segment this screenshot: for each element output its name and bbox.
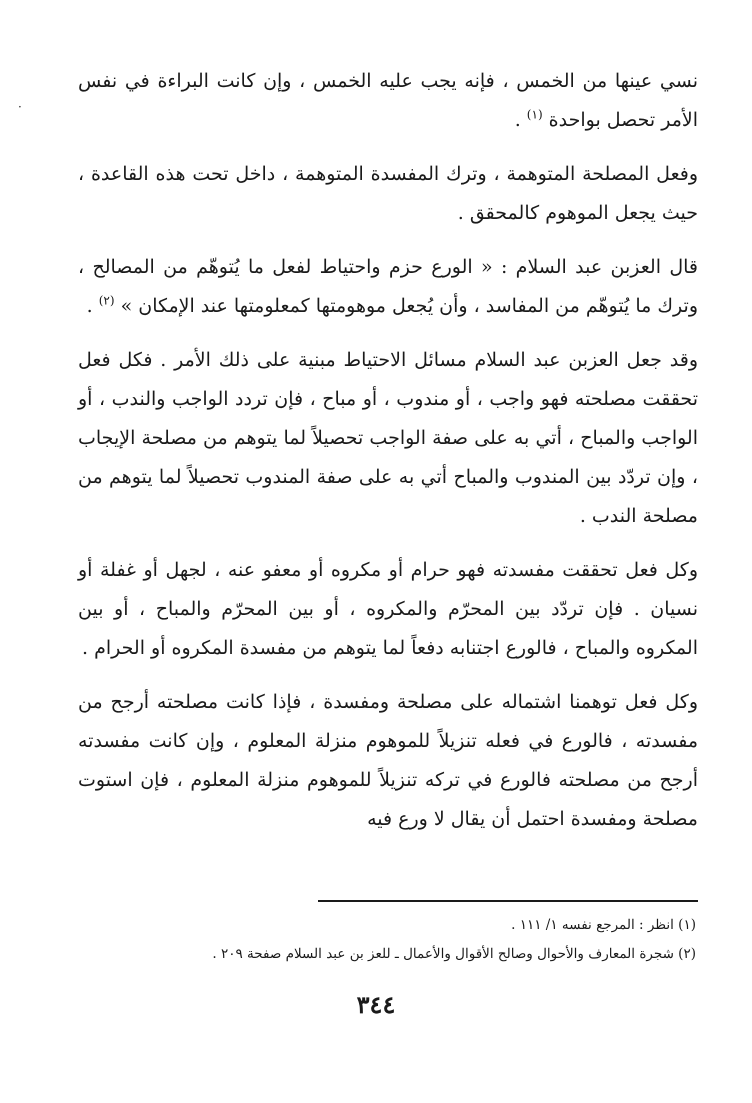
paragraph-2-text: وفعل المصلحة المتوهمة ، وترك المفسدة المتوهمة ، داخل تحت هذه القاعدة ، حيث يجعل الموهوم كالمحقق .	[78, 163, 698, 224]
paragraph-1-tail: .	[514, 109, 521, 131]
paragraph-6	[78, 683, 698, 839]
paragraph-3-text: قال العزبن عبد السلام : « الورع حزم واحتياط لفعل ما يُتوهّم من المصالح ، وترك ما يُتوهّم من المفاسد ، وأن يُجعل موهومتها كمعلومتها عند الإمكان »	[78, 256, 698, 317]
paragraph-1-text: نسي عينها من الخمس ، فإنه يجب عليه الخمس ، وإن كانت البراءة في نفس الأمر تحصل بواحدة	[78, 70, 698, 131]
footnote-1: (١) انظر : المرجع نفسه ١/ ١١١ .	[511, 917, 696, 933]
main-text	[78, 62, 698, 854]
margin-mark: ·	[18, 100, 22, 114]
paragraph-2	[78, 155, 698, 233]
paragraph-3-tail: .	[86, 295, 93, 317]
page-number: ٣٤٤	[356, 990, 396, 1019]
footnote-ref-2: (٢)	[98, 293, 115, 308]
footnote-separator	[318, 900, 698, 902]
footnotes	[78, 911, 696, 969]
paragraph-1	[78, 62, 698, 140]
paragraph-4	[78, 341, 698, 536]
paragraph-5-text: وكل فعل تحققت مفسدته فهو حرام أو مكروه أو معفو عنه ، لجهل أو غفلة أو نسيان . فإن تردّد بين المحرّم والمكروه ، أو بين المحرّم والمباح ، أو بين المكروه والمباح ، فالورع اجتنابه دفعاً لما يتوهم من مفسدة المكروه أو الحرام .	[78, 559, 698, 659]
paragraph-5	[78, 551, 698, 668]
footnote-2: (٢) شجرة المعارف والأحوال وصالح الأقوال والأعمال ـ للعز بن عبد السلام صفحة ٢٠٩ .	[212, 946, 696, 962]
paragraph-4-text: وقد جعل العزبن عبد السلام مسائل الاحتياط مبنية على ذلك الأمر . فكل فعل تحققت مصلحته فهو واجب ، أو مندوب ، أو مباح ، فإن تردد الواجب والندب ، أو الواجب والمباح ، أتي به على صفة الواجب تحصيلاً لما يتوهم من مصلحة الإيجاب ، وإن تردّد بين المندوب والمباح أتي به على صفة المندوب تحصيلاً لما يتوهم من مصلحة الندب .	[78, 349, 698, 527]
footnote-ref-1: (١)	[526, 107, 543, 122]
paragraph-6-text: وكل فعل توهمنا اشتماله على مصلحة ومفسدة ، فإذا كانت مصلحته أرجح من مفسدته ، فالورع في فعله تنزيلاً للموهوم منزلة المعلوم ، وإن كانت مفسدته أرجح من مصلحته فالورع في تركه تنزيلاً للموهوم منزلة المعلوم ، فإن استوت مصلحة ومفسدة احتمل أن يقال لا ورع فيه	[78, 691, 698, 830]
paragraph-3	[78, 248, 698, 326]
